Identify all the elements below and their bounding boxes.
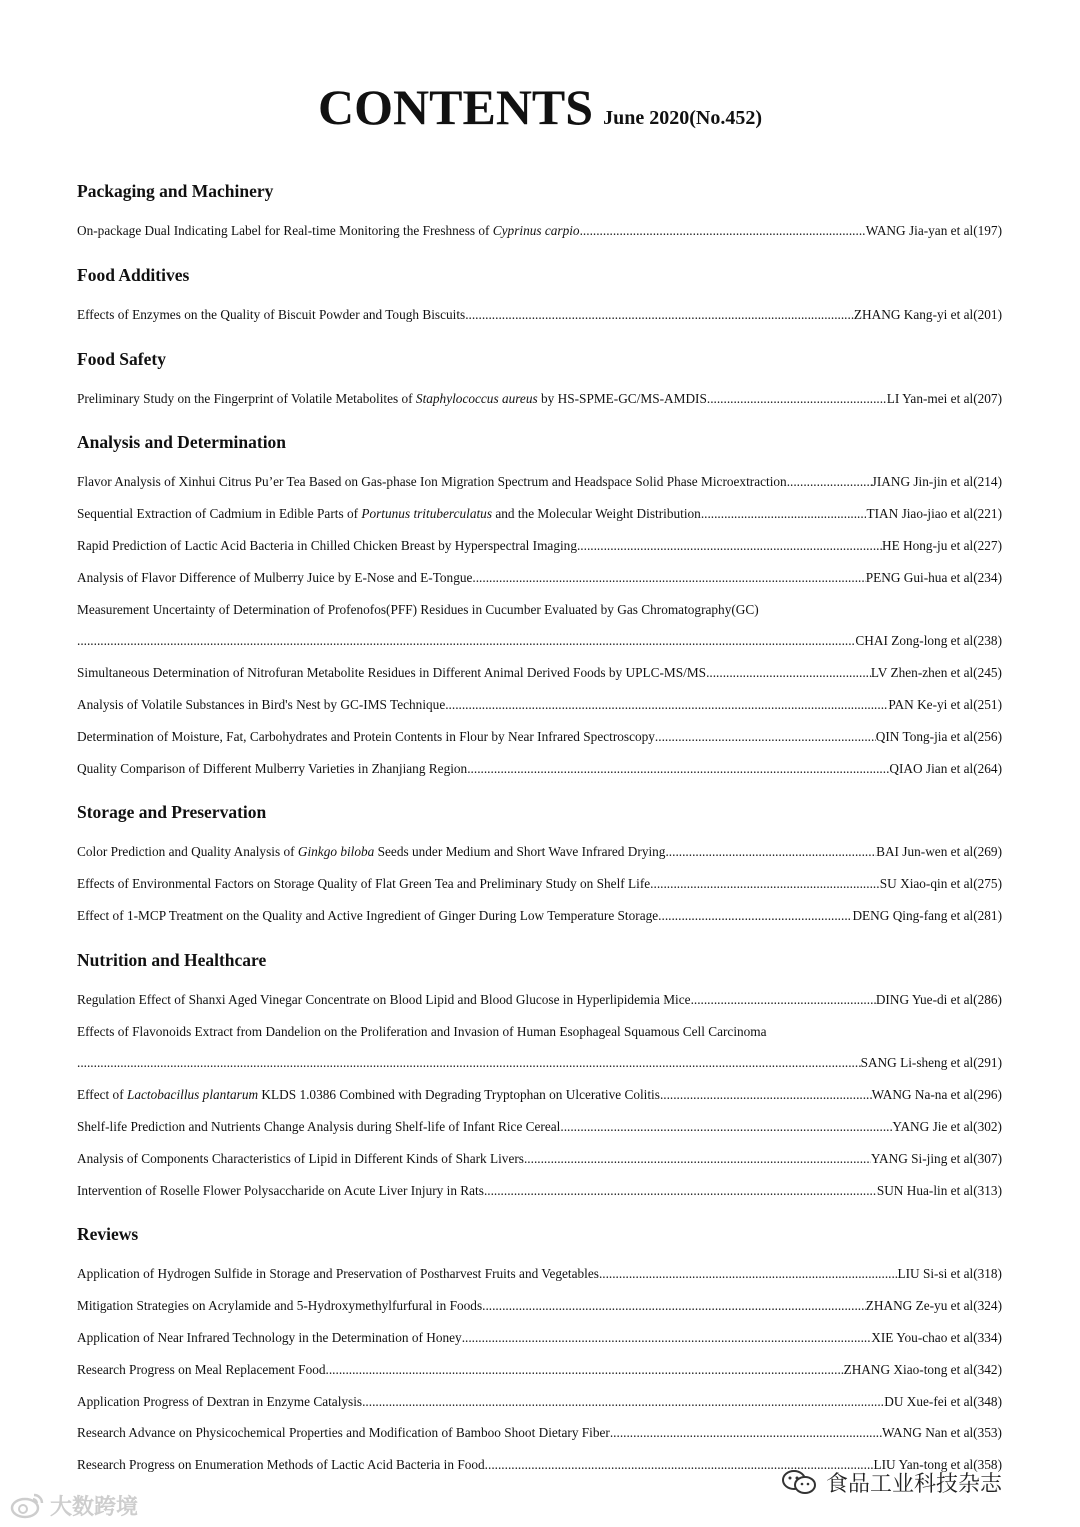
entry-author-page: WANG Nan et al(353) <box>881 1425 1002 1441</box>
dot-leader <box>580 221 866 241</box>
title-text: Analysis of Volatile Substances in Bird's Nest by GC-IMS Technique <box>77 697 446 712</box>
toc-entry[interactable] <box>77 1296 1002 1316</box>
entry-title <box>77 1085 660 1105</box>
wechat-watermark-text: 食品工业科技杂志 <box>826 1471 1003 1497</box>
dot-leader <box>445 695 888 715</box>
toc-entry[interactable] <box>77 990 1002 1010</box>
title-text: Sequential Extraction of Cadmium in Edible Parts of <box>77 506 362 522</box>
entry-author-page: QIAO Jian et al(264) <box>889 760 1002 776</box>
dot-leader <box>577 536 882 556</box>
title-text: Intervention of Roselle Flower Polysaccharide on Acute Liver Injury in Rats <box>77 1182 484 1198</box>
dot-leader <box>362 1392 884 1412</box>
title-text: Color Prediction and Quality Analysis of <box>77 844 298 860</box>
entry-author-page: WANG Jia-yan et al(197) <box>865 223 1002 238</box>
entry-author-page: DENG Qing-fang et al(281) <box>852 908 1002 923</box>
dot-leader <box>467 759 889 779</box>
entry-title <box>77 600 759 620</box>
entry-author-page: ZHANG Xiao-tong et al(342) <box>843 1361 1002 1377</box>
toc-entry[interactable] <box>77 1423 1002 1443</box>
weibo-watermark <box>8 1490 138 1520</box>
toc-entry[interactable] <box>77 472 1002 492</box>
dot-leader <box>77 631 855 651</box>
entry-author-page: LI Yan-mei et al(207) <box>886 390 1002 406</box>
weibo-icon <box>8 1491 46 1519</box>
dot-leader <box>465 305 854 325</box>
title-text: Preliminary Study on the Fingerprint of Volatile Metabolites of <box>77 390 416 406</box>
title-text: Quality Comparison of Different Mulberry Varieties in Zhanjiang Region <box>77 760 468 776</box>
entry-author-page: ZHANG Kang-yi et al(201) <box>853 306 1002 322</box>
title-text: Shelf-life Prediction and Nutrients Change Analysis during Shelf-life of Infant Rice Cereal <box>77 1119 561 1134</box>
entry-title <box>77 1022 767 1042</box>
entry-title <box>77 536 577 556</box>
title-text: Regulation Effect of Shanxi Aged Vinegar Concentrate on Blood Lipid and Blood Glucose in Hyperlipidemia Mice <box>77 991 691 1007</box>
title-text: and the Molecular Weight Distribution <box>492 506 701 522</box>
toc-entry[interactable] <box>77 1053 1002 1073</box>
toc-entry[interactable] <box>77 568 1002 588</box>
dot-leader <box>706 663 871 683</box>
section-title: Food Safety <box>77 348 166 369</box>
title-text: KLDS 1.0386 Combined with Degrading Tryptophan on Ulcerative Colitis <box>258 1087 660 1103</box>
title-text: Analysis of Components Characteristics of Lipid in Different Kinds of Shark Livers <box>77 1150 524 1166</box>
toc-entry[interactable] <box>77 842 1002 862</box>
title-text: Research Progress on Meal Replacement Food <box>77 1361 326 1377</box>
title-text: Flavor Analysis of Xinhui Citrus Pu’er Tea Based on Gas-phase Ion Migration Spectrum and Headspace Solid Phase Microextraction <box>77 474 787 490</box>
title-text: Effects of Environmental Factors on Storage Quality of Flat Green Tea and Preliminary Study on Shelf Life <box>77 876 651 892</box>
title-text: Rapid Prediction of Lactic Acid Bacteria in Chilled Chicken Breast by Hyperspectral Imaging <box>77 538 577 553</box>
entry-title <box>77 389 707 409</box>
toc-entry[interactable] <box>77 305 1002 325</box>
entry-title <box>77 504 701 524</box>
entry-author-page: TIAN Jiao-jiao et al(221) <box>866 506 1002 522</box>
toc-entry[interactable] <box>77 631 1002 651</box>
title-text: by HS-SPME-GC/MS-AMDIS <box>537 390 707 406</box>
entry-title <box>77 1423 610 1443</box>
toc-entry[interactable] <box>77 389 1002 409</box>
dot-leader <box>707 389 887 409</box>
toc-entry[interactable] <box>77 906 1002 926</box>
entry-author-page: QIN Tong-jia et al(256) <box>875 728 1002 744</box>
entry-author-page: YANG Jie et al(302) <box>892 1119 1002 1134</box>
dot-leader <box>326 1360 844 1380</box>
title-text: Seeds under Medium and Short Wave Infrared Drying <box>374 844 666 860</box>
title-text: Measurement Uncertainty of Determination of Profenofos(PFF) Residues in Cucumber Evaluated by Gas Chromatography(GC) <box>77 601 759 617</box>
species-name: Ginkgo biloba <box>297 844 375 860</box>
entry-author-page: YANG Si-jing et al(307) <box>870 1150 1002 1166</box>
wechat-watermark <box>780 1462 1002 1502</box>
dot-leader <box>655 727 876 747</box>
section-title: Storage and Preservation <box>77 802 267 823</box>
species-name: Staphylococcus aureus <box>415 390 538 406</box>
entry-title <box>77 568 472 588</box>
toc-entry[interactable] <box>77 1264 1002 1284</box>
dot-leader <box>658 906 852 926</box>
entry-title <box>77 1117 560 1137</box>
entry-title <box>77 759 467 779</box>
dot-leader <box>482 1296 866 1316</box>
title-text: Effect of <box>77 1087 127 1103</box>
title-text: Analysis of Flavor Difference of Mulberry Juice by E-Nose and E-Tongue <box>77 569 473 585</box>
entry-author-page: PENG Gui-hua et al(234) <box>865 569 1002 585</box>
toc-entry[interactable] <box>77 1181 1002 1201</box>
section-title: Nutrition and Healthcare <box>77 949 267 970</box>
entry-author-page: WANG Na-na et al(296) <box>871 1087 1002 1103</box>
toc-entry[interactable] <box>77 1022 1002 1042</box>
species-name: Cyprinus carpio <box>492 223 580 238</box>
title-text: Mitigation Strategies on Acrylamide and 5-Hydroxymethylfurfural in Foods <box>77 1298 483 1314</box>
entry-author-page: DING Yue-di et al(286) <box>875 991 1002 1007</box>
dot-leader <box>462 1328 872 1348</box>
title-text: Simultaneous Determination of Nitrofuran Metabolite Residues in Different Animal Derived Foods by UPLC-MS/MS <box>77 665 707 681</box>
weibo-watermark-text: 大数跨境 <box>50 1494 139 1520</box>
toc-entry[interactable] <box>77 1085 1002 1105</box>
entry-author-page: LIU Si-si et al(318) <box>897 1266 1002 1282</box>
entry-title <box>77 727 655 747</box>
title-text: Research Advance on Physicochemical Properties and Modification of Bamboo Shoot Dietary Fiber <box>77 1425 610 1441</box>
entry-title <box>77 1296 482 1316</box>
entry-title <box>77 1328 462 1348</box>
entry-author-page: SU Xiao-qin et al(275) <box>879 876 1002 892</box>
section-title: Packaging and Machinery <box>77 181 274 201</box>
dot-leader <box>691 990 876 1010</box>
entry-title <box>77 221 580 241</box>
entry-title <box>77 1360 326 1380</box>
toc-entry[interactable] <box>77 759 1002 779</box>
entry-author-page: LV Zhen-zhen et al(245) <box>870 665 1002 681</box>
dot-leader <box>787 472 872 492</box>
toc-entry[interactable] <box>77 1149 1002 1169</box>
page-title: CONTENTS <box>318 79 594 135</box>
title-text: Effects of Flavonoids Extract from Dandelion on the Proliferation and Invasion of Human Esophageal Squamous Cell Carcinoma <box>77 1023 767 1039</box>
entry-author-page: SANG Li-sheng et al(291) <box>860 1055 1002 1071</box>
toc-entry[interactable] <box>77 1117 1002 1137</box>
entry-title <box>77 906 658 926</box>
toc-entry[interactable] <box>77 1392 1002 1412</box>
entry-author-page: JIANG Jin-jin et al(214) <box>871 474 1002 490</box>
entry-author-page: LIU Yan-tong et al(358) <box>873 1457 1002 1473</box>
dot-leader <box>660 1085 872 1105</box>
section-title: Reviews <box>77 1224 139 1245</box>
entry-author-page: CHAI Zong-long et al(238) <box>855 633 1002 649</box>
entry-author-page: BAI Jun-wen et al(269) <box>876 844 1002 860</box>
section-title: Food Additives <box>77 264 190 285</box>
dot-leader <box>650 874 880 894</box>
toc-entry[interactable] <box>77 504 1002 524</box>
toc-entry[interactable] <box>77 695 1002 715</box>
dot-leader <box>484 1181 877 1201</box>
wechat-icon <box>780 1468 818 1496</box>
title-text: Application of Hydrogen Sulfide in Storage and Preservation of Postharvest Fruits and Vegetables <box>77 1266 599 1282</box>
title-text: Effects of Enzymes on the Quality of Biscuit Powder and Tough Biscuits <box>77 306 466 322</box>
toc-entry[interactable] <box>77 727 1002 747</box>
entry-title <box>77 1455 485 1475</box>
dot-leader <box>665 842 876 862</box>
title-text: Determination of Moisture, Fat, Carbohydrates and Protein Contents in Flour by Near Infrared Spectroscopy <box>77 728 655 744</box>
title-text: Application Progress of Dextran in Enzyme Catalysis <box>77 1393 363 1409</box>
entry-title <box>77 1149 524 1169</box>
entry-author-page: DU Xue-fei et al(348) <box>884 1393 1002 1409</box>
title-text: Application of Near Infrared Technology in the Determination of Honey <box>77 1330 462 1345</box>
title-text: Research Progress on Enumeration Methods of Lactic Acid Bacteria in Food <box>77 1457 485 1473</box>
toc-entry[interactable] <box>77 536 1002 556</box>
entry-author-page: XIE You-chao et al(334) <box>871 1330 1002 1345</box>
entry-title <box>77 1264 599 1284</box>
dot-leader <box>560 1117 892 1137</box>
entry-title <box>77 1181 484 1201</box>
issue-info: June 2020(No.452) <box>603 107 762 129</box>
dot-leader <box>599 1264 898 1284</box>
entry-title <box>77 663 706 683</box>
dot-leader <box>524 1149 871 1169</box>
entry-title <box>77 874 650 894</box>
toc-entry[interactable] <box>77 1328 1002 1348</box>
species-name: Portunus trituberculatus <box>361 506 492 522</box>
section-title: Analysis and Determination <box>77 432 287 453</box>
dot-leader <box>77 1053 861 1073</box>
dot-leader <box>610 1423 882 1443</box>
entry-author-page: SUN Hua-lin et al(313) <box>876 1182 1002 1198</box>
title-text: Effect of 1-MCP Treatment on the Quality and Active Ingredient of Ginger During Low Temperature Storage <box>77 908 659 923</box>
species-name: Lactobacillus plantarum <box>126 1087 259 1103</box>
dot-leader <box>701 504 867 524</box>
title-text: On-package Dual Indicating Label for Real-time Monitoring the Freshness of <box>77 223 493 238</box>
entry-author-page: ZHANG Ze-yu et al(324) <box>865 1298 1002 1314</box>
toc-entry[interactable] <box>77 1360 1002 1380</box>
toc-entry[interactable] <box>77 874 1002 894</box>
entry-title <box>77 472 787 492</box>
entry-title <box>77 695 445 715</box>
entry-title <box>77 842 665 862</box>
entry-title <box>77 1392 362 1412</box>
entry-title <box>77 990 691 1010</box>
dot-leader <box>472 568 865 588</box>
toc-entry[interactable] <box>77 600 1002 620</box>
toc-entry[interactable] <box>77 221 1002 241</box>
entry-author-page: PAN Ke-yi et al(251) <box>888 697 1002 712</box>
entry-author-page: HE Hong-ju et al(227) <box>881 538 1002 553</box>
toc-entry[interactable] <box>77 663 1002 683</box>
entry-title <box>77 305 465 325</box>
